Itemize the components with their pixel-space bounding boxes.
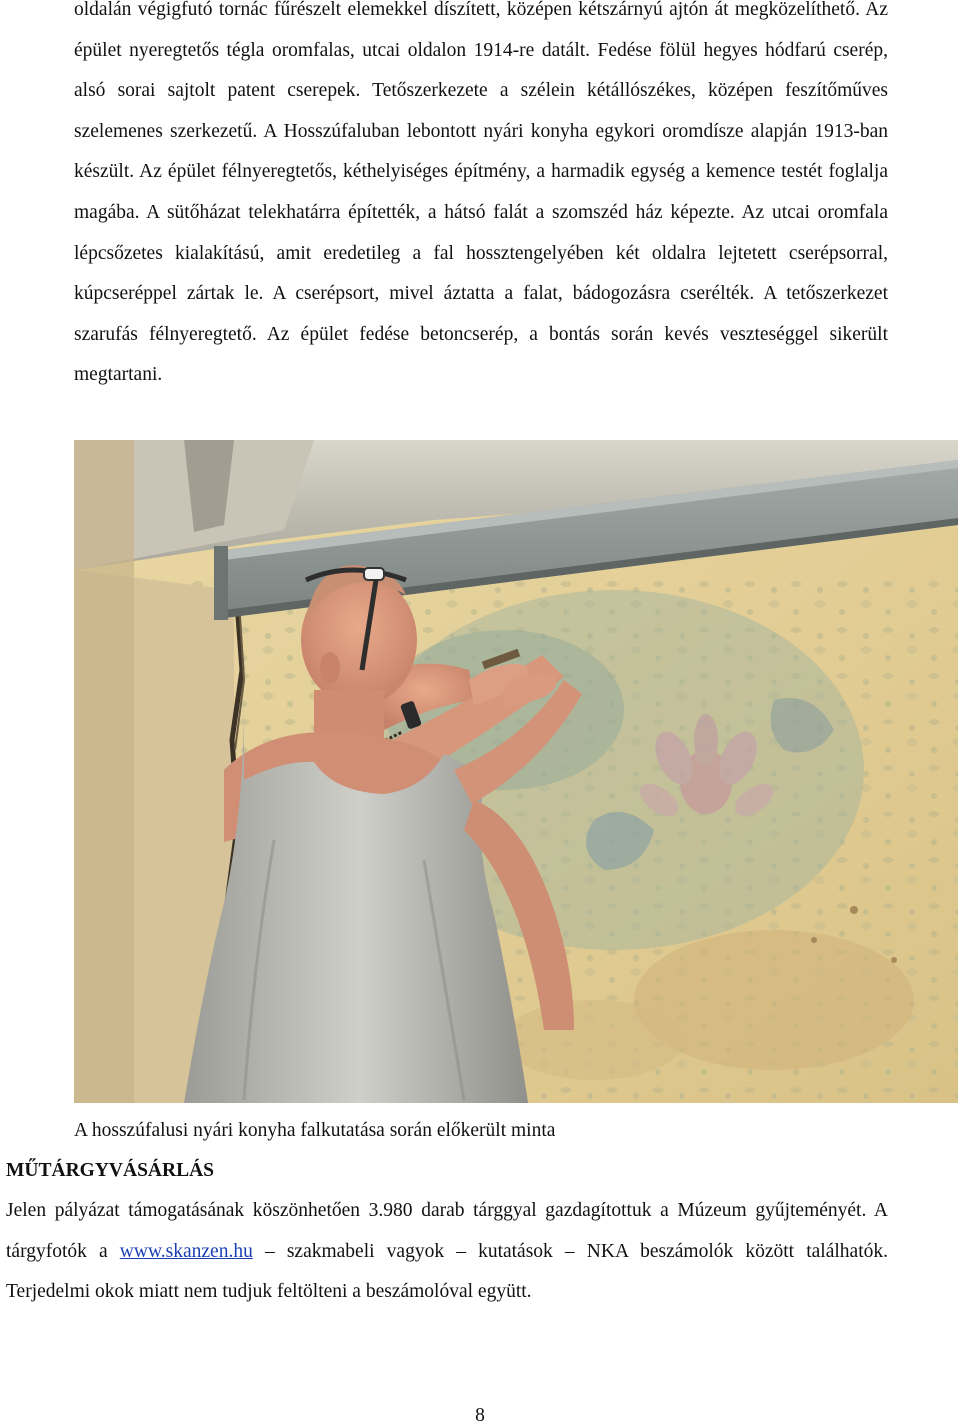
figure-caption: A hosszúfalusi nyári konyha falkutatása során előkerült minta bbox=[74, 1120, 556, 1141]
wall-research-photo bbox=[74, 440, 958, 1103]
section-heading: MŰTÁRGYVÁSÁRLÁS bbox=[6, 1160, 215, 1181]
skanzen-link[interactable]: www.skanzen.hu bbox=[119, 1240, 253, 1262]
paragraph-text-start: Jelen pályázat támogatásának köszönhetően 3.980 darab tárggyal gazdagítottuk a Múzeum gyűjteményét. A tárgyfotók a bbox=[6, 1200, 888, 1262]
paragraph-text-end: – szakmabeli vagyok – kutatások – NKA beszámolók között találhatók. Terjedelmi okok miatt nem tudjuk feltölteni a beszámolóval együtt. bbox=[6, 1240, 888, 1303]
page-number: 8 bbox=[475, 1405, 485, 1426]
body-paragraph: oldalán végigfutó tornác fűrészelt elemekkel díszített, középen kétszárnyú ajtón át megközelíthető. Az épület nyeregtetős tégla oromfalas, utcai oldalon 1914-re datált. Fedése fölül hegyes hódfarú cserép, alsó sorai sajtolt patent cserepek. Tetőszerkezete a szélein kétállószékes, középen feszítőműves szelemenes szerkezetű. A Hosszúfaluban lebontott nyári konyha egykori oromdísze alapján 1913-ban készült. Az épület félnyeregtetős, kéthelyiséges építmény, a harmadik egység a kemence testét foglalja magába. A sütőházat telekhatárra építették, a hátsó falát a szomszéd ház képezte. Az utcai oromfala lépcsőzetes kialakítású, amit eredetileg a fal hossztengelyében két oldalra lejtetett cserépsorral, kúpcseréppel zártak le. A cserépsort, mivel áztatta a falat, bádogozásra cserélték. A tetőszerkezet szarufás félnyeregtető. Az épület fedése betoncserép, a bontás során kevés veszteséggel sikerült megtartani. bbox=[74, 0, 888, 386]
acquisition-paragraph bbox=[6, 1191, 888, 1313]
